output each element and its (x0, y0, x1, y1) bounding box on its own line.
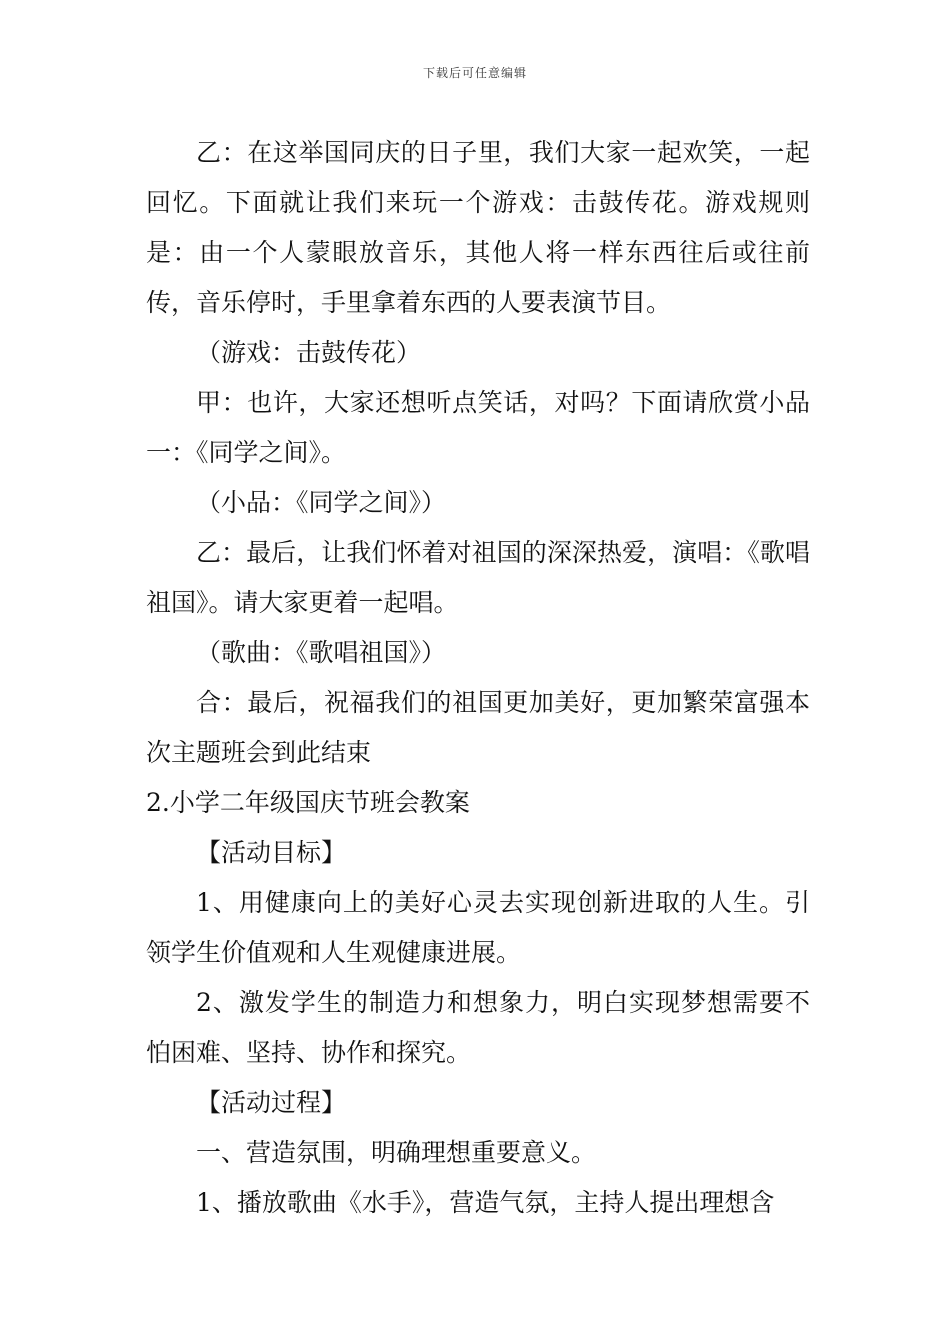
paragraph-closing: 合：最后，祝福我们的祖国更加美好，更加繁荣富强本次主题班会到此结束 (146, 688, 810, 767)
goal-item-1: 1、用健康向上的美好心灵去实现创新进取的人生。引领学生价值观和人生观健康进展。 (146, 888, 810, 967)
subheading-goals: 【活动目标】 (196, 838, 347, 867)
process-item-1: 1、播放歌曲《水手》，营造气氛，主持人提出理想含 (196, 1188, 775, 1217)
paragraph-song-note: （歌曲：《歌唱祖国》） (196, 638, 447, 667)
paragraph-song-intro: 乙：最后，让我们怀着对祖国的深深热爱，演唱：《歌唱祖国》。请大家更着一起唱。 (146, 538, 810, 617)
paragraph-game-note: （游戏：击鼓传花） (196, 338, 422, 367)
paragraph-game-intro: 乙：在这举国同庆的日子里，我们大家一起欢笑，一起回忆。下面就让我们来玩一个游戏：击鼓传花。游戏规则是：由一个人蒙眼放音乐，其他人将一样东西往后或往前传，音乐停时，手里拿着东西的人要表演节目。 (146, 138, 810, 317)
subheading-process: 【活动过程】 (196, 1088, 347, 1117)
paragraph-skit-intro: 甲：也许，大家还想听点笑话，对吗？下面请欣赏小品一：《同学之间》。 (146, 388, 810, 467)
process-step-1: 一、营造氛围，明确理想重要意义。 (196, 1138, 597, 1167)
header-note: 下载后可任意编辑 (422, 66, 527, 80)
document-body (146, 128, 810, 1228)
section-title: 2.小学二年级国庆节班会教案 (146, 788, 470, 817)
paragraph-skit-note: （小品：《同学之间》） (196, 488, 447, 517)
goal-item-2: 2、激发学生的制造力和想象力，明白实现梦想需要不怕困难、坚持、协作和探究。 (146, 988, 810, 1067)
